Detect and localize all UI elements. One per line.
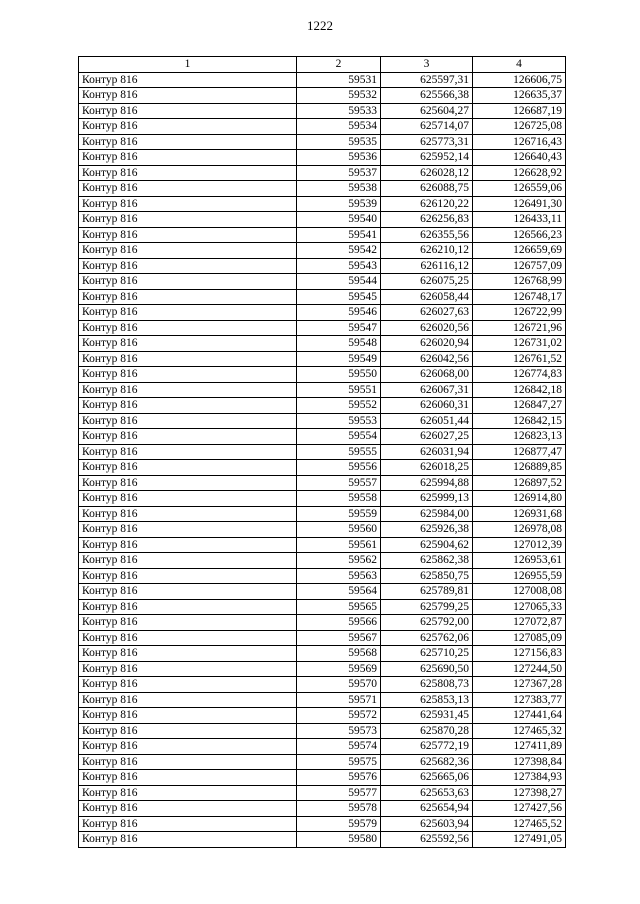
- table-row: [79, 351, 566, 367]
- x-coordinate-cell: 625994,88: [381, 475, 473, 491]
- x-coordinate-cell: 626058,44: [381, 289, 473, 305]
- table-row: [79, 336, 566, 352]
- y-coordinate-cell: 126433,11: [473, 212, 566, 228]
- table-row: [79, 708, 566, 724]
- contour-name-cell: Контур 816: [79, 429, 297, 445]
- x-coordinate-cell: 626027,63: [381, 305, 473, 321]
- point-number-cell: 59579: [297, 816, 381, 832]
- table-row: [79, 832, 566, 848]
- point-number-cell: 59573: [297, 723, 381, 739]
- table-row: [79, 243, 566, 259]
- contour-name-cell: Контур 816: [79, 832, 297, 848]
- y-coordinate-cell: 126914,80: [473, 491, 566, 507]
- point-number-cell: 59575: [297, 754, 381, 770]
- contour-name-cell: Контур 816: [79, 785, 297, 801]
- table-row: [79, 134, 566, 150]
- contour-name-cell: Контур 816: [79, 723, 297, 739]
- point-number-cell: 59571: [297, 692, 381, 708]
- table-row: [79, 677, 566, 693]
- x-coordinate-cell: 626067,31: [381, 382, 473, 398]
- x-coordinate-cell: 625653,63: [381, 785, 473, 801]
- contour-name-cell: Контур 816: [79, 289, 297, 305]
- contour-name-cell: Контур 816: [79, 692, 297, 708]
- x-coordinate-cell: 625853,13: [381, 692, 473, 708]
- x-coordinate-cell: 625592,56: [381, 832, 473, 848]
- x-coordinate-cell: 626027,25: [381, 429, 473, 445]
- table-row: [79, 165, 566, 181]
- contour-name-cell: Контур 816: [79, 444, 297, 460]
- y-coordinate-cell: 126606,75: [473, 72, 566, 88]
- y-coordinate-cell: 126748,17: [473, 289, 566, 305]
- y-coordinate-cell: 126953,61: [473, 553, 566, 569]
- point-number-cell: 59572: [297, 708, 381, 724]
- table-row: [79, 770, 566, 786]
- contour-name-cell: Контур 816: [79, 770, 297, 786]
- point-number-cell: 59550: [297, 367, 381, 383]
- contour-name-cell: Контур 816: [79, 615, 297, 631]
- point-number-cell: 59539: [297, 196, 381, 212]
- contour-name-cell: Контур 816: [79, 522, 297, 538]
- contour-name-cell: Контур 816: [79, 165, 297, 181]
- point-number-cell: 59570: [297, 677, 381, 693]
- table-row: [79, 88, 566, 104]
- point-number-cell: 59557: [297, 475, 381, 491]
- point-number-cell: 59577: [297, 785, 381, 801]
- point-number-cell: 59541: [297, 227, 381, 243]
- y-coordinate-cell: 126640,43: [473, 150, 566, 166]
- contour-name-cell: Контур 816: [79, 599, 297, 615]
- x-coordinate-cell: 626051,44: [381, 413, 473, 429]
- x-coordinate-cell: 625597,31: [381, 72, 473, 88]
- point-number-cell: 59564: [297, 584, 381, 600]
- point-number-cell: 59545: [297, 289, 381, 305]
- y-coordinate-cell: 126931,68: [473, 506, 566, 522]
- x-coordinate-cell: 626031,94: [381, 444, 473, 460]
- x-coordinate-cell: 625952,14: [381, 150, 473, 166]
- table-header-row: [79, 57, 566, 73]
- table-row: [79, 398, 566, 414]
- contour-name-cell: Контур 816: [79, 677, 297, 693]
- y-coordinate-cell: 127072,87: [473, 615, 566, 631]
- x-coordinate-cell: 626020,56: [381, 320, 473, 336]
- y-coordinate-cell: 126768,99: [473, 274, 566, 290]
- y-coordinate-cell: 127465,32: [473, 723, 566, 739]
- table-body: [79, 72, 566, 847]
- column-header-1: 1: [79, 57, 297, 73]
- point-number-cell: 59569: [297, 661, 381, 677]
- y-coordinate-cell: 127008,08: [473, 584, 566, 600]
- x-coordinate-cell: 625789,81: [381, 584, 473, 600]
- y-coordinate-cell: 126823,13: [473, 429, 566, 445]
- x-coordinate-cell: 626018,25: [381, 460, 473, 476]
- y-coordinate-cell: 127012,39: [473, 537, 566, 553]
- table-row: [79, 754, 566, 770]
- point-number-cell: 59563: [297, 568, 381, 584]
- x-coordinate-cell: 625999,13: [381, 491, 473, 507]
- contour-name-cell: Контур 816: [79, 243, 297, 259]
- contour-name-cell: Контур 816: [79, 646, 297, 662]
- table-row: [79, 72, 566, 88]
- y-coordinate-cell: 127085,09: [473, 630, 566, 646]
- table-row: [79, 816, 566, 832]
- table-row: [79, 196, 566, 212]
- table-row: [79, 553, 566, 569]
- point-number-cell: 59560: [297, 522, 381, 538]
- table-row: [79, 584, 566, 600]
- y-coordinate-cell: 126659,69: [473, 243, 566, 259]
- point-number-cell: 59537: [297, 165, 381, 181]
- point-number-cell: 59536: [297, 150, 381, 166]
- contour-name-cell: Контур 816: [79, 801, 297, 817]
- table-row: [79, 630, 566, 646]
- x-coordinate-cell: 625808,73: [381, 677, 473, 693]
- contour-name-cell: Контур 816: [79, 258, 297, 274]
- contour-name-cell: Контур 816: [79, 134, 297, 150]
- x-coordinate-cell: 625714,07: [381, 119, 473, 135]
- contour-name-cell: Контур 816: [79, 506, 297, 522]
- contour-name-cell: Контур 816: [79, 816, 297, 832]
- table-row: [79, 801, 566, 817]
- x-coordinate-cell: 625682,36: [381, 754, 473, 770]
- point-number-cell: 59578: [297, 801, 381, 817]
- point-number-cell: 59531: [297, 72, 381, 88]
- contour-name-cell: Контур 816: [79, 491, 297, 507]
- table-row: [79, 274, 566, 290]
- x-coordinate-cell: 625654,94: [381, 801, 473, 817]
- point-number-cell: 59547: [297, 320, 381, 336]
- contour-name-cell: Контур 816: [79, 460, 297, 476]
- point-number-cell: 59580: [297, 832, 381, 848]
- point-number-cell: 59533: [297, 103, 381, 119]
- contour-name-cell: Контур 816: [79, 351, 297, 367]
- contour-name-cell: Контур 816: [79, 103, 297, 119]
- y-coordinate-cell: 126628,92: [473, 165, 566, 181]
- point-number-cell: 59535: [297, 134, 381, 150]
- contour-name-cell: Контур 816: [79, 475, 297, 491]
- x-coordinate-cell: 625931,45: [381, 708, 473, 724]
- table-row: [79, 537, 566, 553]
- point-number-cell: 59567: [297, 630, 381, 646]
- point-number-cell: 59574: [297, 739, 381, 755]
- contour-name-cell: Контур 816: [79, 568, 297, 584]
- table-row: [79, 413, 566, 429]
- y-coordinate-cell: 126847,27: [473, 398, 566, 414]
- y-coordinate-cell: 126978,08: [473, 522, 566, 538]
- x-coordinate-cell: 625862,38: [381, 553, 473, 569]
- table-row: [79, 460, 566, 476]
- x-coordinate-cell: 625566,38: [381, 88, 473, 104]
- y-coordinate-cell: 126761,52: [473, 351, 566, 367]
- contour-name-cell: Контур 816: [79, 88, 297, 104]
- x-coordinate-cell: 625870,28: [381, 723, 473, 739]
- table-row: [79, 568, 566, 584]
- contour-name-cell: Контур 816: [79, 553, 297, 569]
- point-number-cell: 59576: [297, 770, 381, 786]
- table-row: [79, 615, 566, 631]
- point-number-cell: 59543: [297, 258, 381, 274]
- y-coordinate-cell: 126635,37: [473, 88, 566, 104]
- x-coordinate-cell: 626116,12: [381, 258, 473, 274]
- x-coordinate-cell: 626068,00: [381, 367, 473, 383]
- contour-name-cell: Контур 816: [79, 739, 297, 755]
- y-coordinate-cell: 126842,18: [473, 382, 566, 398]
- x-coordinate-cell: 625604,27: [381, 103, 473, 119]
- x-coordinate-cell: 626256,83: [381, 212, 473, 228]
- contour-name-cell: Контур 816: [79, 382, 297, 398]
- y-coordinate-cell: 127398,84: [473, 754, 566, 770]
- y-coordinate-cell: 127411,89: [473, 739, 566, 755]
- y-coordinate-cell: 126877,47: [473, 444, 566, 460]
- point-number-cell: 59546: [297, 305, 381, 321]
- x-coordinate-cell: 625792,00: [381, 615, 473, 631]
- x-coordinate-cell: 626060,31: [381, 398, 473, 414]
- y-coordinate-cell: 127244,50: [473, 661, 566, 677]
- table-row: [79, 258, 566, 274]
- table-row: [79, 429, 566, 445]
- point-number-cell: 59544: [297, 274, 381, 290]
- x-coordinate-cell: 625926,38: [381, 522, 473, 538]
- table-row: [79, 150, 566, 166]
- point-number-cell: 59568: [297, 646, 381, 662]
- y-coordinate-cell: 127441,64: [473, 708, 566, 724]
- y-coordinate-cell: 126716,43: [473, 134, 566, 150]
- table-row: [79, 599, 566, 615]
- table-row: [79, 227, 566, 243]
- contour-name-cell: Контур 816: [79, 398, 297, 414]
- y-coordinate-cell: 127383,77: [473, 692, 566, 708]
- table-row: [79, 522, 566, 538]
- page-number: 1222: [307, 18, 333, 33]
- point-number-cell: 59553: [297, 413, 381, 429]
- x-coordinate-cell: 625984,00: [381, 506, 473, 522]
- y-coordinate-cell: 127491,05: [473, 832, 566, 848]
- point-number-cell: 59534: [297, 119, 381, 135]
- y-coordinate-cell: 126491,30: [473, 196, 566, 212]
- contour-name-cell: Контур 816: [79, 584, 297, 600]
- x-coordinate-cell: 625762,06: [381, 630, 473, 646]
- table-row: [79, 692, 566, 708]
- point-number-cell: 59558: [297, 491, 381, 507]
- contour-name-cell: Контур 816: [79, 754, 297, 770]
- x-coordinate-cell: 626020,94: [381, 336, 473, 352]
- contour-name-cell: Контур 816: [79, 708, 297, 724]
- y-coordinate-cell: 127398,27: [473, 785, 566, 801]
- y-coordinate-cell: 127427,56: [473, 801, 566, 817]
- point-number-cell: 59555: [297, 444, 381, 460]
- y-coordinate-cell: 126842,15: [473, 413, 566, 429]
- point-number-cell: 59548: [297, 336, 381, 352]
- x-coordinate-cell: 625690,50: [381, 661, 473, 677]
- y-coordinate-cell: 126955,59: [473, 568, 566, 584]
- x-coordinate-cell: 625710,25: [381, 646, 473, 662]
- x-coordinate-cell: 625772,19: [381, 739, 473, 755]
- table-row: [79, 506, 566, 522]
- contour-name-cell: Контур 816: [79, 336, 297, 352]
- y-coordinate-cell: 126566,23: [473, 227, 566, 243]
- point-number-cell: 59556: [297, 460, 381, 476]
- contour-name-cell: Контур 816: [79, 196, 297, 212]
- point-number-cell: 59566: [297, 615, 381, 631]
- column-header-3: 3: [381, 57, 473, 73]
- y-coordinate-cell: 127384,93: [473, 770, 566, 786]
- table-row: [79, 119, 566, 135]
- point-number-cell: 59538: [297, 181, 381, 197]
- y-coordinate-cell: 126559,06: [473, 181, 566, 197]
- table-row: [79, 723, 566, 739]
- column-header-4: 4: [473, 57, 566, 73]
- x-coordinate-cell: 626355,56: [381, 227, 473, 243]
- table-row: [79, 367, 566, 383]
- x-coordinate-cell: 625665,06: [381, 770, 473, 786]
- table-row: [79, 103, 566, 119]
- table-row: [79, 475, 566, 491]
- table-row: [79, 289, 566, 305]
- y-coordinate-cell: 126725,08: [473, 119, 566, 135]
- y-coordinate-cell: 126687,19: [473, 103, 566, 119]
- x-coordinate-cell: 626210,12: [381, 243, 473, 259]
- table-row: [79, 320, 566, 336]
- x-coordinate-cell: 626075,25: [381, 274, 473, 290]
- point-number-cell: 59552: [297, 398, 381, 414]
- y-coordinate-cell: 127065,33: [473, 599, 566, 615]
- y-coordinate-cell: 126757,09: [473, 258, 566, 274]
- table-row: [79, 785, 566, 801]
- x-coordinate-cell: 626088,75: [381, 181, 473, 197]
- x-coordinate-cell: 626028,12: [381, 165, 473, 181]
- contour-name-cell: Контур 816: [79, 274, 297, 290]
- point-number-cell: 59540: [297, 212, 381, 228]
- point-number-cell: 59562: [297, 553, 381, 569]
- x-coordinate-cell: 625773,31: [381, 134, 473, 150]
- table-row: [79, 661, 566, 677]
- y-coordinate-cell: 127367,28: [473, 677, 566, 693]
- contour-name-cell: Контур 816: [79, 72, 297, 88]
- contour-name-cell: Контур 816: [79, 661, 297, 677]
- table-row: [79, 646, 566, 662]
- x-coordinate-cell: 625904,62: [381, 537, 473, 553]
- contour-name-cell: Контур 816: [79, 367, 297, 383]
- table-row: [79, 382, 566, 398]
- x-coordinate-cell: 626120,22: [381, 196, 473, 212]
- x-coordinate-cell: 626042,56: [381, 351, 473, 367]
- contour-name-cell: Контур 816: [79, 320, 297, 336]
- y-coordinate-cell: 126774,83: [473, 367, 566, 383]
- contour-name-cell: Контур 816: [79, 537, 297, 553]
- x-coordinate-cell: 625603,94: [381, 816, 473, 832]
- contour-name-cell: Контур 816: [79, 227, 297, 243]
- point-number-cell: 59549: [297, 351, 381, 367]
- contour-name-cell: Контур 816: [79, 119, 297, 135]
- table-row: [79, 181, 566, 197]
- y-coordinate-cell: 126889,85: [473, 460, 566, 476]
- point-number-cell: 59559: [297, 506, 381, 522]
- contour-name-cell: Контур 816: [79, 150, 297, 166]
- point-number-cell: 59551: [297, 382, 381, 398]
- coordinates-table: [78, 56, 566, 848]
- x-coordinate-cell: 625799,25: [381, 599, 473, 615]
- y-coordinate-cell: 127156,83: [473, 646, 566, 662]
- table-row: [79, 739, 566, 755]
- point-number-cell: 59542: [297, 243, 381, 259]
- contour-name-cell: Контур 816: [79, 630, 297, 646]
- contour-name-cell: Контур 816: [79, 212, 297, 228]
- point-number-cell: 59561: [297, 537, 381, 553]
- table-row: [79, 444, 566, 460]
- y-coordinate-cell: 127465,52: [473, 816, 566, 832]
- contour-name-cell: Контур 816: [79, 181, 297, 197]
- point-number-cell: 59532: [297, 88, 381, 104]
- point-number-cell: 59554: [297, 429, 381, 445]
- x-coordinate-cell: 625850,75: [381, 568, 473, 584]
- contour-name-cell: Контур 816: [79, 305, 297, 321]
- table-row: [79, 305, 566, 321]
- y-coordinate-cell: 126721,96: [473, 320, 566, 336]
- table-row: [79, 212, 566, 228]
- table-row: [79, 491, 566, 507]
- y-coordinate-cell: 126722,99: [473, 305, 566, 321]
- point-number-cell: 59565: [297, 599, 381, 615]
- y-coordinate-cell: 126731,02: [473, 336, 566, 352]
- y-coordinate-cell: 126897,52: [473, 475, 566, 491]
- column-header-2: 2: [297, 57, 381, 73]
- contour-name-cell: Контур 816: [79, 413, 297, 429]
